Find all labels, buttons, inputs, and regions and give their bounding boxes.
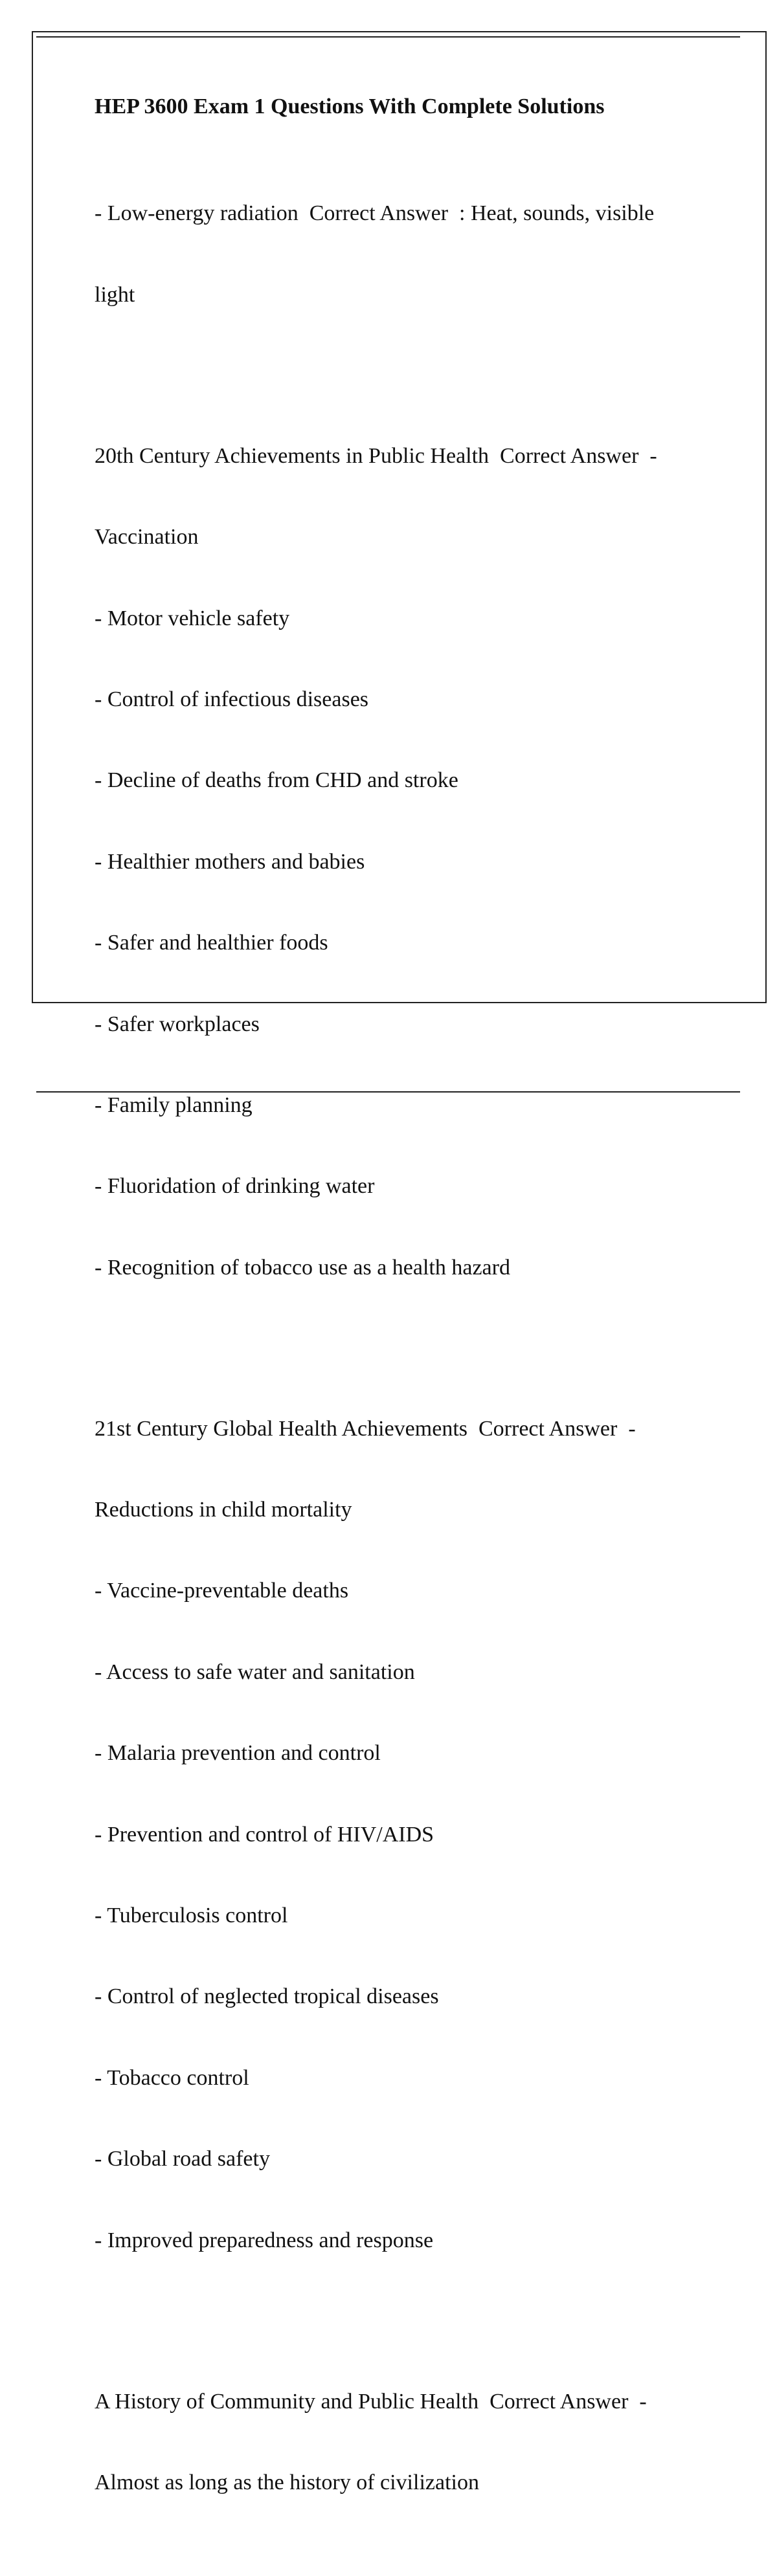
qa-line: - Vaccine-preventable deaths xyxy=(95,1579,349,1603)
qa-line: - Prevention and control of HIV/AIDS xyxy=(95,1822,434,1847)
qa-line: - Tuberculosis control xyxy=(95,1904,288,1927)
qa-block-20th-century-achievements xyxy=(95,388,710,1335)
qa-line: Vaccination xyxy=(95,525,199,550)
qa-line: - Motor vehicle safety xyxy=(95,606,290,630)
qa-line: 21st Century Global Health Achievements Correct Answer - xyxy=(95,1416,636,1441)
top-rule xyxy=(36,36,740,38)
document-title: HEP 3600 Exam 1 Questions With Complete Solutions xyxy=(95,94,605,118)
qa-line: Reductions in child mortality xyxy=(95,1498,352,1522)
qa-line: - Tobacco control xyxy=(95,2065,249,2090)
qa-block-history-of-public-health xyxy=(95,2334,710,2550)
qa-line: - Decline of deaths from CHD and stroke xyxy=(95,768,458,793)
qa-line: - Malaria prevention and control xyxy=(95,1741,381,1766)
qa-line: 20th Century Achievements in Public Health Correct Answer - xyxy=(95,443,657,468)
qa-block-low-energy-radiation xyxy=(95,146,710,362)
qa-line: - Healthier mothers and babies xyxy=(95,849,365,874)
qa-line: - Safer workplaces xyxy=(95,1012,260,1036)
qa-line: - Fluoridation of drinking water xyxy=(95,1174,375,1199)
qa-line: A History of Community and Public Health Correct Answer - xyxy=(95,2389,647,2414)
qa-line: - Control of neglected tropical diseases xyxy=(95,1984,439,2009)
qa-line: - Recognition of tobacco use as a health hazard xyxy=(95,1255,510,1280)
qa-line: - Global road safety xyxy=(95,2147,270,2171)
qa-line: - Low-energy radiation Correct Answer : Heat, sounds, visible xyxy=(95,201,655,226)
qa-line: - Control of infectious diseases xyxy=(95,687,369,711)
qa-line: light xyxy=(95,282,135,307)
document-body xyxy=(95,93,710,2576)
qa-block-21st-century-global-health xyxy=(95,1361,710,2308)
qa-line: Almost as long as the history of civilization xyxy=(95,2470,479,2494)
qa-line: - Family planning xyxy=(95,1093,253,1117)
qa-line: - Safer and healthier foods xyxy=(95,931,328,955)
qa-line: - Access to safe water and sanitation xyxy=(95,1660,415,1684)
qa-line: - Improved preparedness and response xyxy=(95,2228,434,2252)
